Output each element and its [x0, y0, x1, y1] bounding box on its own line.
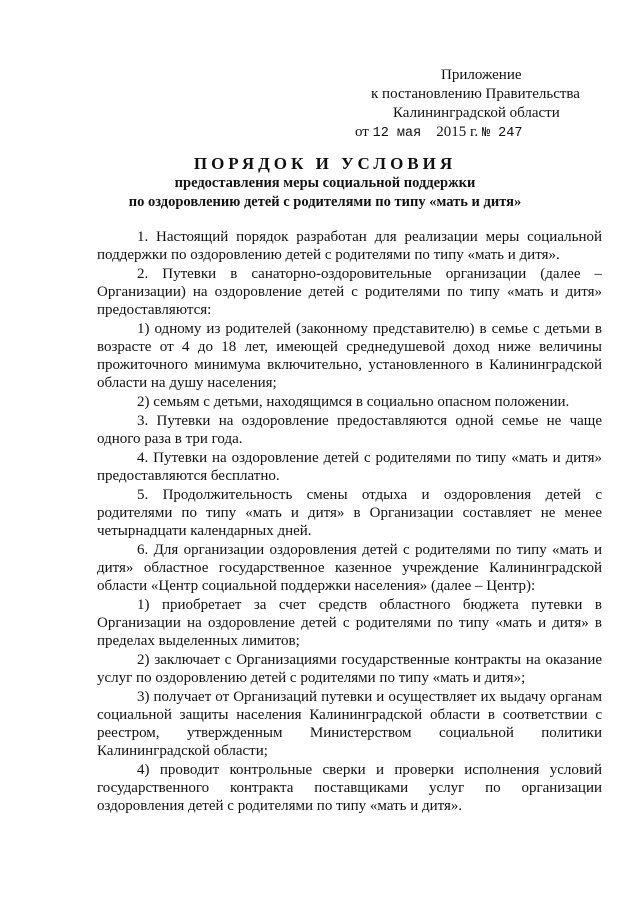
document-body: [97, 228, 602, 815]
appendix-region: Калининградской области: [393, 105, 560, 121]
paragraph-2: 2. Путевки в санаторно-оздоровительные организации (далее – Организации) на оздоровление детей с родителями по типу «мать и дитя» предоставляются:: [97, 266, 602, 318]
document-number: № 247: [481, 126, 523, 141]
paragraph-4: 4. Путевки на оздоровление детей с родителями по типу «мать и дитя» предоставляются бесплатно.: [97, 450, 602, 484]
paragraph-6-3: 3) получает от Организаций путевки и осуществляет их выдачу органам социальной защиты населения Калининградской области в соответствии с реестром, утвержденным Министерством социальной политики Калининградской области;: [97, 689, 602, 759]
paragraph-3: 3. Путевки на оздоровление предоставляются одной семье не чаще одного раза в три года.: [97, 413, 602, 447]
date-year: 2015 г.: [436, 124, 479, 140]
date-day-month: 12 мая: [372, 126, 422, 141]
document-heading: [95, 154, 555, 212]
paragraph-6-4: 4) проводит контрольные сверки и проверки исполнения условий государственного контракта поставщиками услуг по организации оздоровления детей с родителями по типу «мать и дитя».: [97, 762, 602, 814]
appendix-block: [355, 66, 625, 143]
heading-subtitle-1: предоставления меры социальной поддержки: [174, 175, 476, 191]
paragraph-2-1: 1) одному из родителей (законному представителю) в семье с детьми в возрасте от 4 до 18 лет, имеющей среднедушевой доход ниже величины прожиточного минимума включительно, установленного в Калининградской области на душу населения;: [97, 321, 602, 391]
heading-subtitle-2: по оздоровлению детей с родителями по типу «мать и дитя»: [128, 194, 522, 210]
heading-title: ПОРЯДОК И УСЛОВИЯ: [193, 154, 457, 173]
paragraph-2-2: 2) семьям с детьми, находящимся в социально опасном положении.: [137, 394, 570, 410]
appendix-resolution: к постановлению Правительства: [371, 86, 580, 102]
paragraph-5: 5. Продолжительность смены отдыха и оздоровления детей с родителями по типу «мать и дитя» в Организации составляет не менее четырнадцати календарных дней.: [97, 487, 602, 539]
appendix-title: Приложение: [441, 67, 522, 83]
paragraph-6-1: 1) приобретает за счет средств областного бюджета путевки в Организации на оздоровление детей с родителями по типу «мать и дитя» в пределах выделенных лимитов;: [97, 597, 602, 649]
date-prefix: от: [355, 124, 369, 140]
paragraph-6: 6. Для организации оздоровления детей с родителями по типу «мать и дитя» областное государственное казенное учреждение Калининградской области «Центр социальной поддержки населения» (далее – Центр):: [97, 542, 602, 594]
paragraph-1: 1. Настоящий порядок разработан для реализации меры социальной поддержки по оздоровлению детей с родителями по типу «мать и дитя».: [97, 229, 602, 263]
paragraph-6-2: 2) заключает с Организациями государственные контракты на оказание услуг по оздоровлению детей с родителями по типу «мать и дитя»;: [97, 652, 602, 686]
appendix-date-line: [355, 123, 625, 143]
